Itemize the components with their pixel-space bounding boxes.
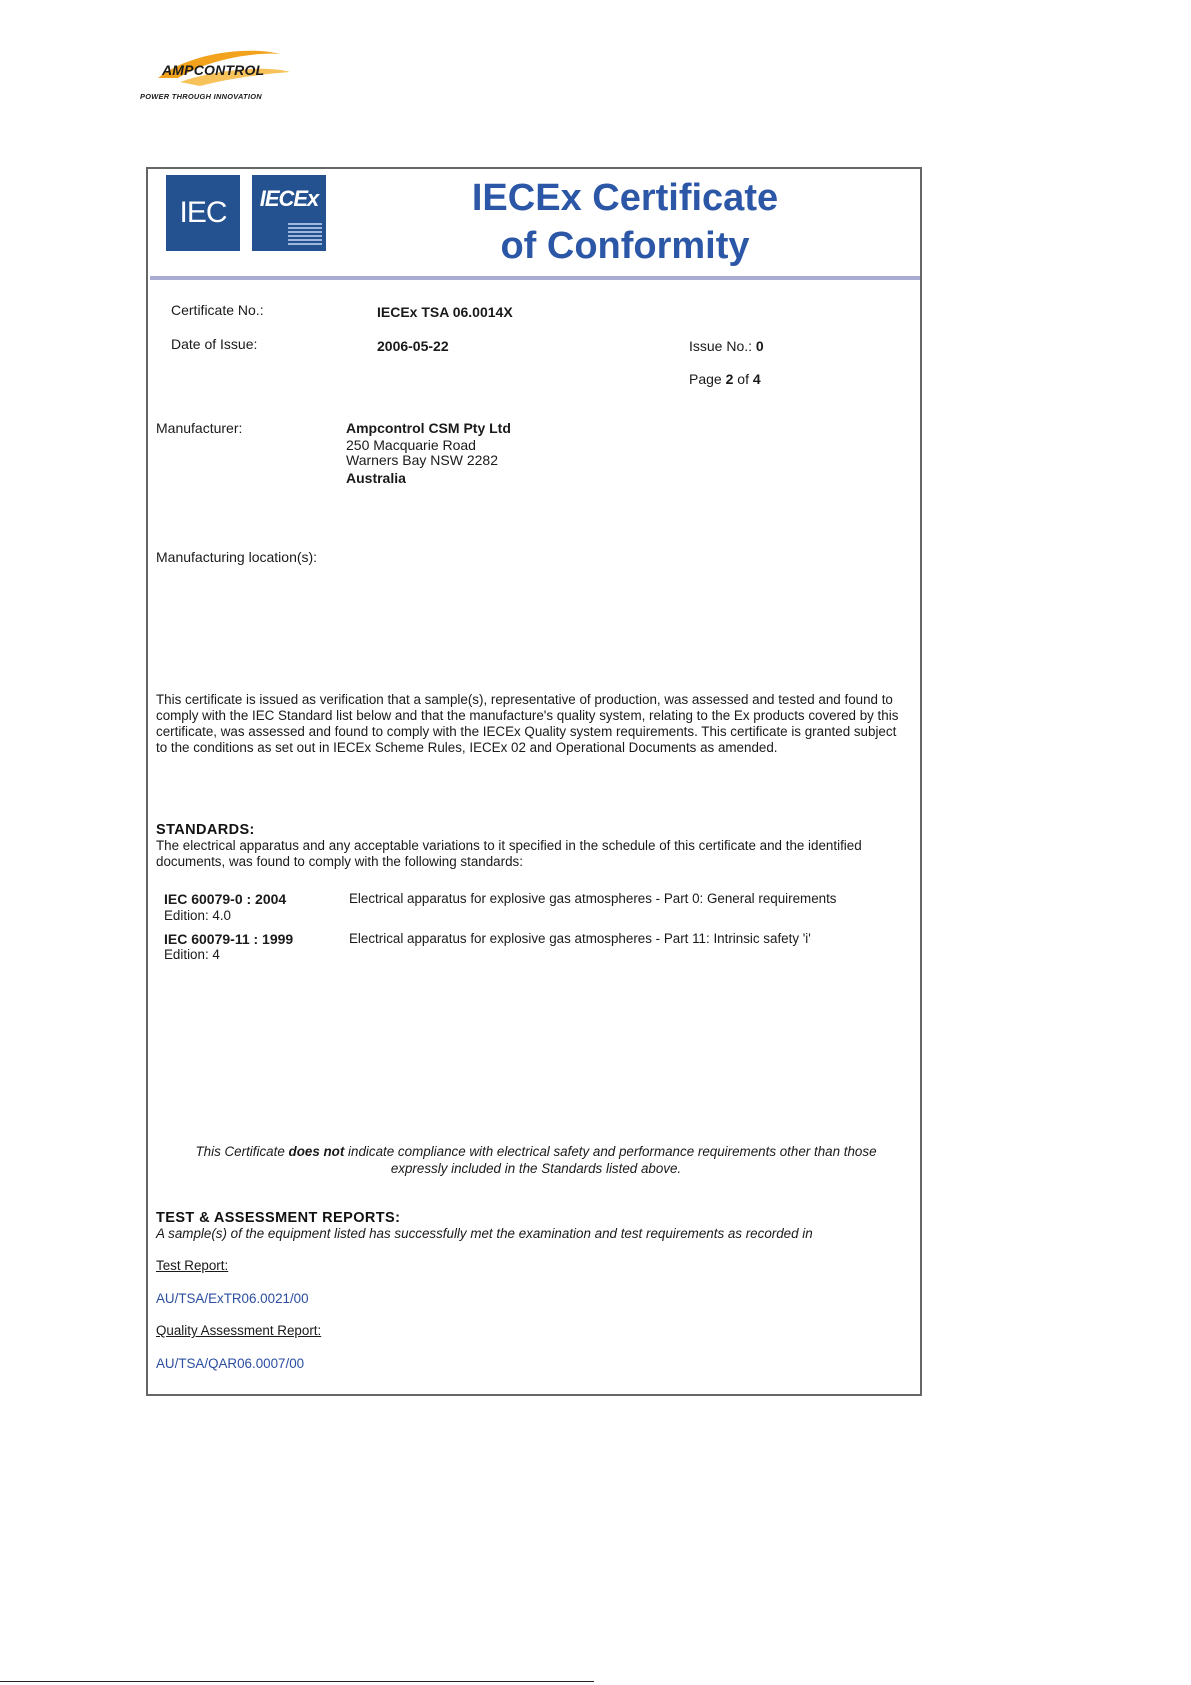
logo-tagline: POWER THROUGH INNOVATION — [140, 92, 262, 101]
issue-no — [689, 338, 764, 354]
standard-edition: Edition: 4.0 — [164, 908, 231, 923]
title-line-1: IECEx Certificate — [471, 177, 779, 219]
quality-assessment-link[interactable]: AU/TSA/QAR06.0007/00 — [156, 1356, 305, 1371]
cert-no-label: Certificate No.: — [171, 302, 264, 318]
disclaimer-post: indicate compliance with electrical safety and performance requirements other than those expressly included in the Standards listed above. — [348, 1144, 877, 1176]
date-value: 2006-05-22 — [377, 338, 449, 354]
standard-code: IEC 60079-0 : 2004 — [164, 891, 287, 907]
manufacturing-location-label: Manufacturing location(s): — [156, 549, 318, 565]
reports-heading: TEST & ASSESSMENT REPORTS: — [156, 1210, 401, 1226]
intro-paragraph: This certificate is issued as verification that a sample(s), representative of production, was assessed and tested and found to comply with the IEC Standard list below and that the manufacture's quality system, relating to the Ex products covered by this certificate, was assessed and found to comply with the IECEx Quality system requirements. This certificate is granted subject to the conditions as set out in IECEx Scheme Rules, IECEx 02 and Operational Documents as amended. — [156, 692, 899, 755]
quality-assessment-label: Quality Assessment Report: — [156, 1323, 322, 1338]
standards-heading: STANDARDS: — [156, 822, 255, 838]
issue-value: 0 — [755, 338, 764, 354]
iec-logo — [166, 175, 240, 251]
compliance-disclaimer — [166, 1143, 906, 1177]
test-report-label: Test Report: — [156, 1258, 229, 1273]
page-current: 2 — [725, 371, 734, 387]
manufacturer-address-2: Warners Bay NSW 2282 — [346, 452, 498, 468]
issue-label: Issue No.: — [689, 338, 753, 354]
iec-logo-text: IEC — [179, 196, 227, 229]
standards-text: The electrical apparatus and any acceptable variations to it specified in the schedule of this certificate and the identified documents, was found to comply with the following standards: — [156, 838, 862, 869]
title-line-2: of Conformity — [500, 225, 750, 267]
page-indicator — [689, 371, 761, 387]
page-prefix: Page — [689, 371, 722, 387]
reports-text: A sample(s) of the equipment listed has successfully met the examination and test requirements as recorded in — [156, 1226, 813, 1241]
disclaimer-pre: This Certificate — [195, 1144, 285, 1159]
certificate-title — [420, 174, 830, 270]
header-divider — [150, 276, 920, 280]
iecex-logo-text: IECEx — [259, 186, 319, 211]
standard-code: IEC 60079-11 : 1999 — [164, 931, 294, 947]
ampcontrol-logo — [140, 44, 315, 106]
date-label: Date of Issue: — [171, 336, 258, 352]
manufacturer-name: Ampcontrol CSM Pty Ltd — [346, 420, 511, 436]
logo-brand-text: AMPCONTROL — [162, 62, 265, 78]
iecex-stripes-icon — [288, 223, 322, 245]
disclaimer-emphasis: does not — [288, 1144, 345, 1159]
test-report-link[interactable]: AU/TSA/ExTR06.0021/00 — [156, 1291, 309, 1306]
standard-description: Electrical apparatus for explosive gas atmospheres - Part 11: Intrinsic safety 'i' — [349, 931, 811, 946]
page-total: 4 — [752, 371, 761, 387]
page-of: of — [737, 371, 749, 387]
manufacturer-country: Australia — [346, 470, 406, 486]
footer-rule — [0, 1681, 594, 1682]
standard-edition: Edition: 4 — [164, 947, 220, 962]
standard-description: Electrical apparatus for explosive gas atmospheres - Part 0: General requirements — [349, 891, 837, 906]
cert-no-value: IECEx TSA 06.0014X — [377, 304, 513, 320]
iecex-logo — [252, 175, 326, 251]
manufacturer-label: Manufacturer: — [156, 420, 243, 436]
manufacturer-address-1: 250 Macquarie Road — [346, 437, 476, 453]
